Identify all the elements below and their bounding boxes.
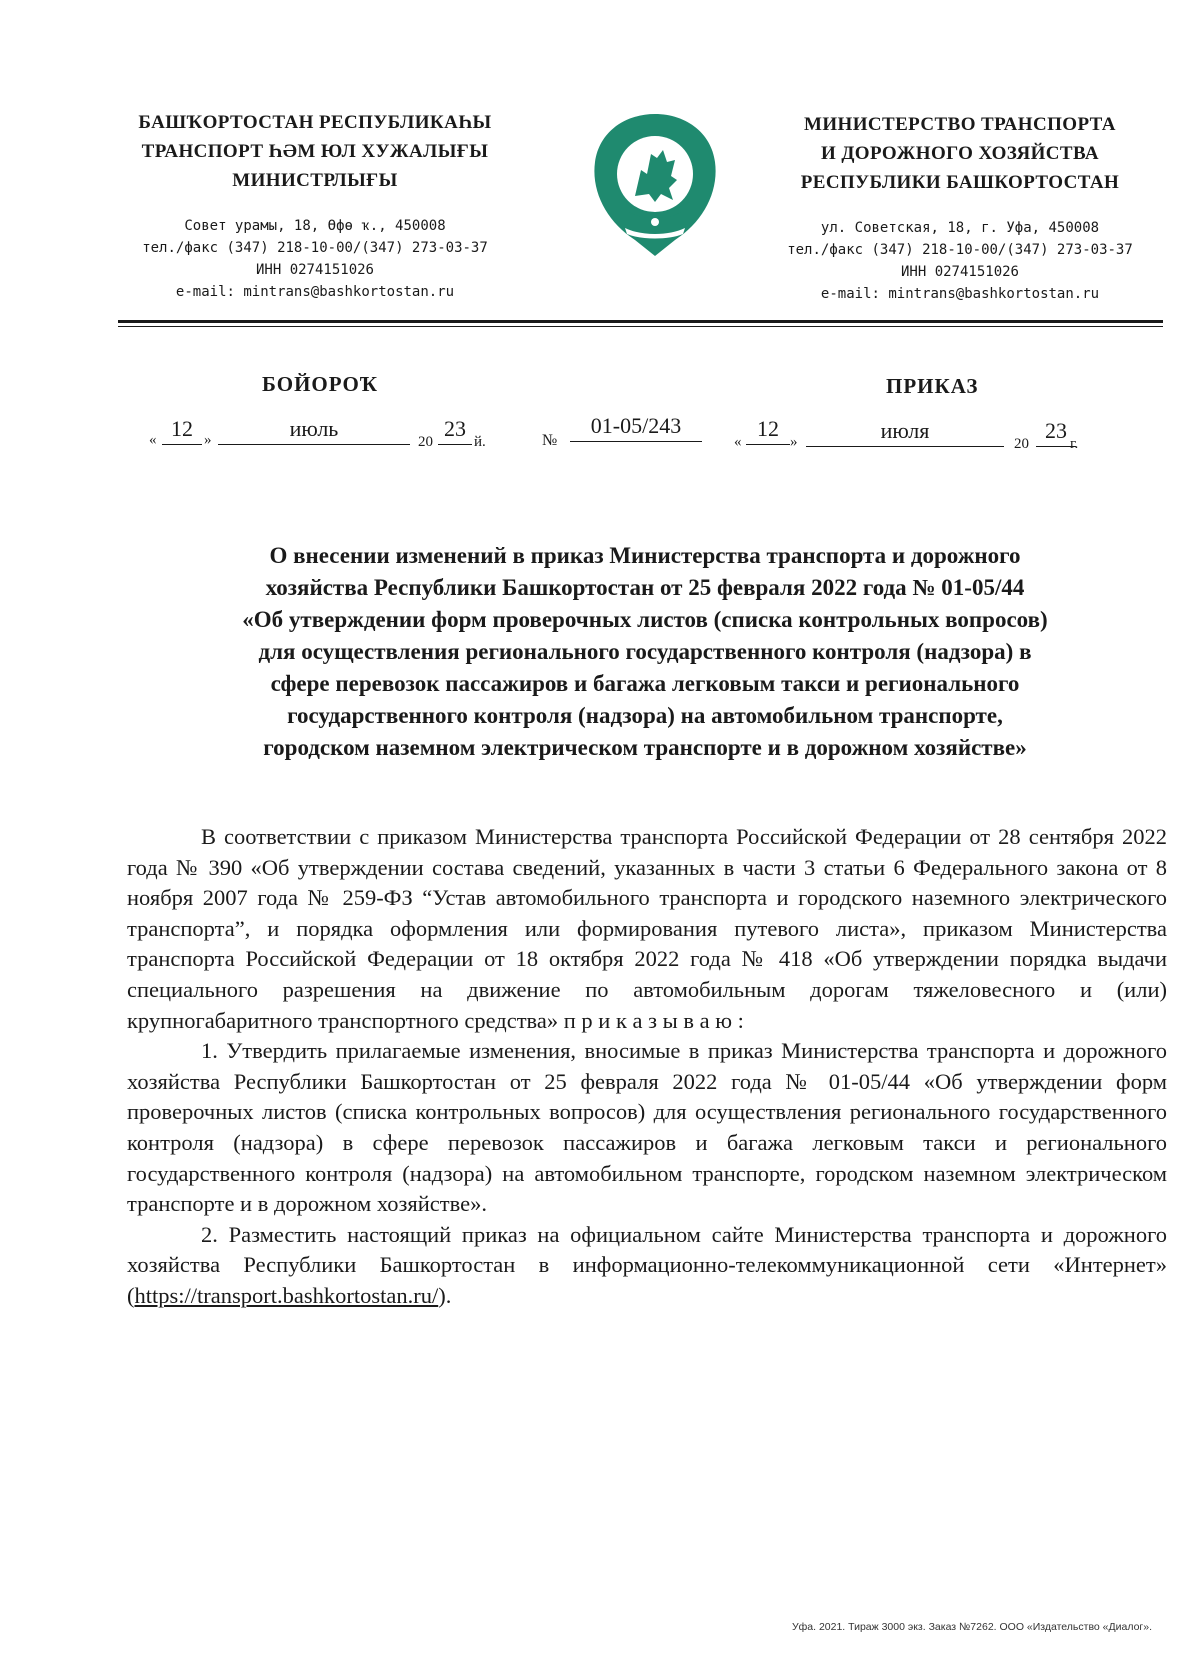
clause-2-paragraph [127, 1220, 1167, 1312]
date-left-month: июль [218, 416, 410, 445]
order-title-line: О внесении изменений в приказ Министерства транспорта и дорожного [269, 543, 1021, 568]
right-address-line: тел./факс (347) 218-10-00/(347) 273-03-37 [787, 242, 1133, 258]
header-divider-thick [118, 320, 1163, 323]
date-left-open-quote: « [149, 432, 157, 448]
order-number-sign: № [542, 432, 558, 449]
date-left-year-prefix: 20 [418, 434, 433, 450]
preamble-paragraph: В соответствии с приказом Министерства транспорта Российской Федерации от 28 сентября 2022 года № 390 «Об утверждении состава сведений, указанных в части 3 статьи 6 Федерального закона от 8 ноября 2007 года № 259-ФЗ “Устав автомобильного транспорта и городского наземного электрического транспорта”, и порядка оформления или формирования путевого листа», приказом Министерства транспорта Российской Федерации от 18 октября 2022 года № 418 «Об утверждении порядка выдачи специального разрешения на движение по автомобильным дорогам тяжеловесного и (или) крупногабаритного транспортного средства» п р и к а з ы в а ю : [127, 824, 1167, 1033]
date-right-close-quote: » [790, 434, 798, 450]
order-number: 01-05/243 [570, 413, 702, 442]
order-title-line: хозяйства Республики Башкортостан от 25 февраля 2022 года № 01-05/44 [265, 575, 1025, 600]
right-header-title-line: МИНИСТЕРСТВО ТРАНСПОРТА [804, 114, 1116, 135]
left-address-line: e-mail: mintrans@bashkortostan.ru [175, 284, 455, 300]
left-header [105, 108, 525, 303]
date-left-year: 23 [438, 416, 472, 445]
clause-2-text-end: ). [438, 1282, 452, 1308]
right-header [760, 110, 1160, 305]
right-header-title-line: И ДОРОЖНОГО ХОЗЯЙСТВА [821, 143, 1099, 164]
right-address-line: ИНН 0274151026 [900, 264, 1019, 280]
date-left-year-suffix: й. [474, 434, 486, 450]
left-address-line: Совет урамы, 18, Өфө ҡ., 450008 [184, 218, 446, 234]
order-title-line: городском наземном электрическом транспорте и в дорожном хозяйстве» [263, 735, 1027, 760]
order-title-line: «Об утверждении форм проверочных листов (списка контрольных вопросов) [242, 607, 1048, 632]
date-right-year: 23 [1036, 418, 1076, 447]
date-right-day: 12 [746, 416, 790, 445]
left-header-title-line: БАШҠОРТОСТАН РЕСПУБЛИКАҺЫ [138, 112, 492, 133]
date-left-close-quote: » [204, 432, 212, 448]
left-header-title-line: МИНИСТРЛЫҒЫ [232, 170, 398, 191]
date-left-day: 12 [162, 416, 202, 445]
clause-1-paragraph: 1. Утвердить прилагаемые изменения, вносимые в приказ Министерства транспорта и дорожного хозяйства Республики Башкортостан от 25 февраля 2022 года № 01-05/44 «Об утверждении форм проверочных листов (списка контрольных вопросов) для осуществления регионального государственного контроля (надзора) в сфере перевозок пассажиров и багажа легковым такси и регионального государственного контроля (надзора) на автомобильном транспорте, городском наземном электрическом транспорте и в дорожном хозяйстве». [127, 1038, 1167, 1217]
website-link[interactable]: https://transport.bashkortostan.ru/ [134, 1282, 439, 1308]
header-divider-thin [118, 326, 1163, 327]
order-title-line: государственного контроля (надзора) на автомобильном транспорте, [287, 703, 1003, 728]
order-title [120, 540, 1170, 764]
left-header-title [105, 108, 525, 195]
order-label-bashkir: БОЙОРОҠ [262, 372, 379, 396]
order-label-russian: ПРИКАЗ [886, 374, 979, 398]
order-title-line: для осуществления регионального государственного контроля (надзора) в [258, 639, 1032, 664]
bashkortostan-coat-of-arms-icon [585, 110, 725, 260]
right-header-title [760, 110, 1160, 197]
order-title-line: сфере перевозок пассажиров и багажа легковым такси и регионального [270, 671, 1020, 696]
left-header-address [105, 215, 525, 303]
left-address-line: тел./факс (347) 218-10-00/(347) 273-03-37 [142, 240, 488, 256]
left-address-line: ИНН 0274151026 [255, 262, 374, 278]
left-header-title-line: ТРАНСПОРТ ҺӘМ ЮЛ ХУЖАЛЫҒЫ [141, 141, 489, 162]
right-header-title-line: РЕСПУБЛИКИ БАШКОРТОСТАН [800, 172, 1120, 193]
order-body [127, 822, 1167, 1312]
clause-2-text: 2. Разместить настоящий приказ на официальном сайте Министерства транспорта и дорожного хозяйства Республики Башкортостан в информационно-телекоммуникационной сети «Интернет» ( [127, 1221, 1167, 1308]
print-imprint: Уфа. 2021. Тираж 3000 экз. Заказ №7262. ООО «Издательство «Диалог». [791, 1621, 1152, 1633]
right-header-address [760, 217, 1160, 305]
date-right-year-suffix: г. [1070, 436, 1079, 452]
date-right-open-quote: « [734, 434, 742, 450]
date-right-year-prefix: 20 [1014, 436, 1029, 452]
right-address-line: e-mail: mintrans@bashkortostan.ru [820, 286, 1100, 302]
right-address-line: ул. Советская, 18, г. Уфа, 450008 [820, 220, 1100, 236]
date-right-month: июля [806, 418, 1004, 447]
